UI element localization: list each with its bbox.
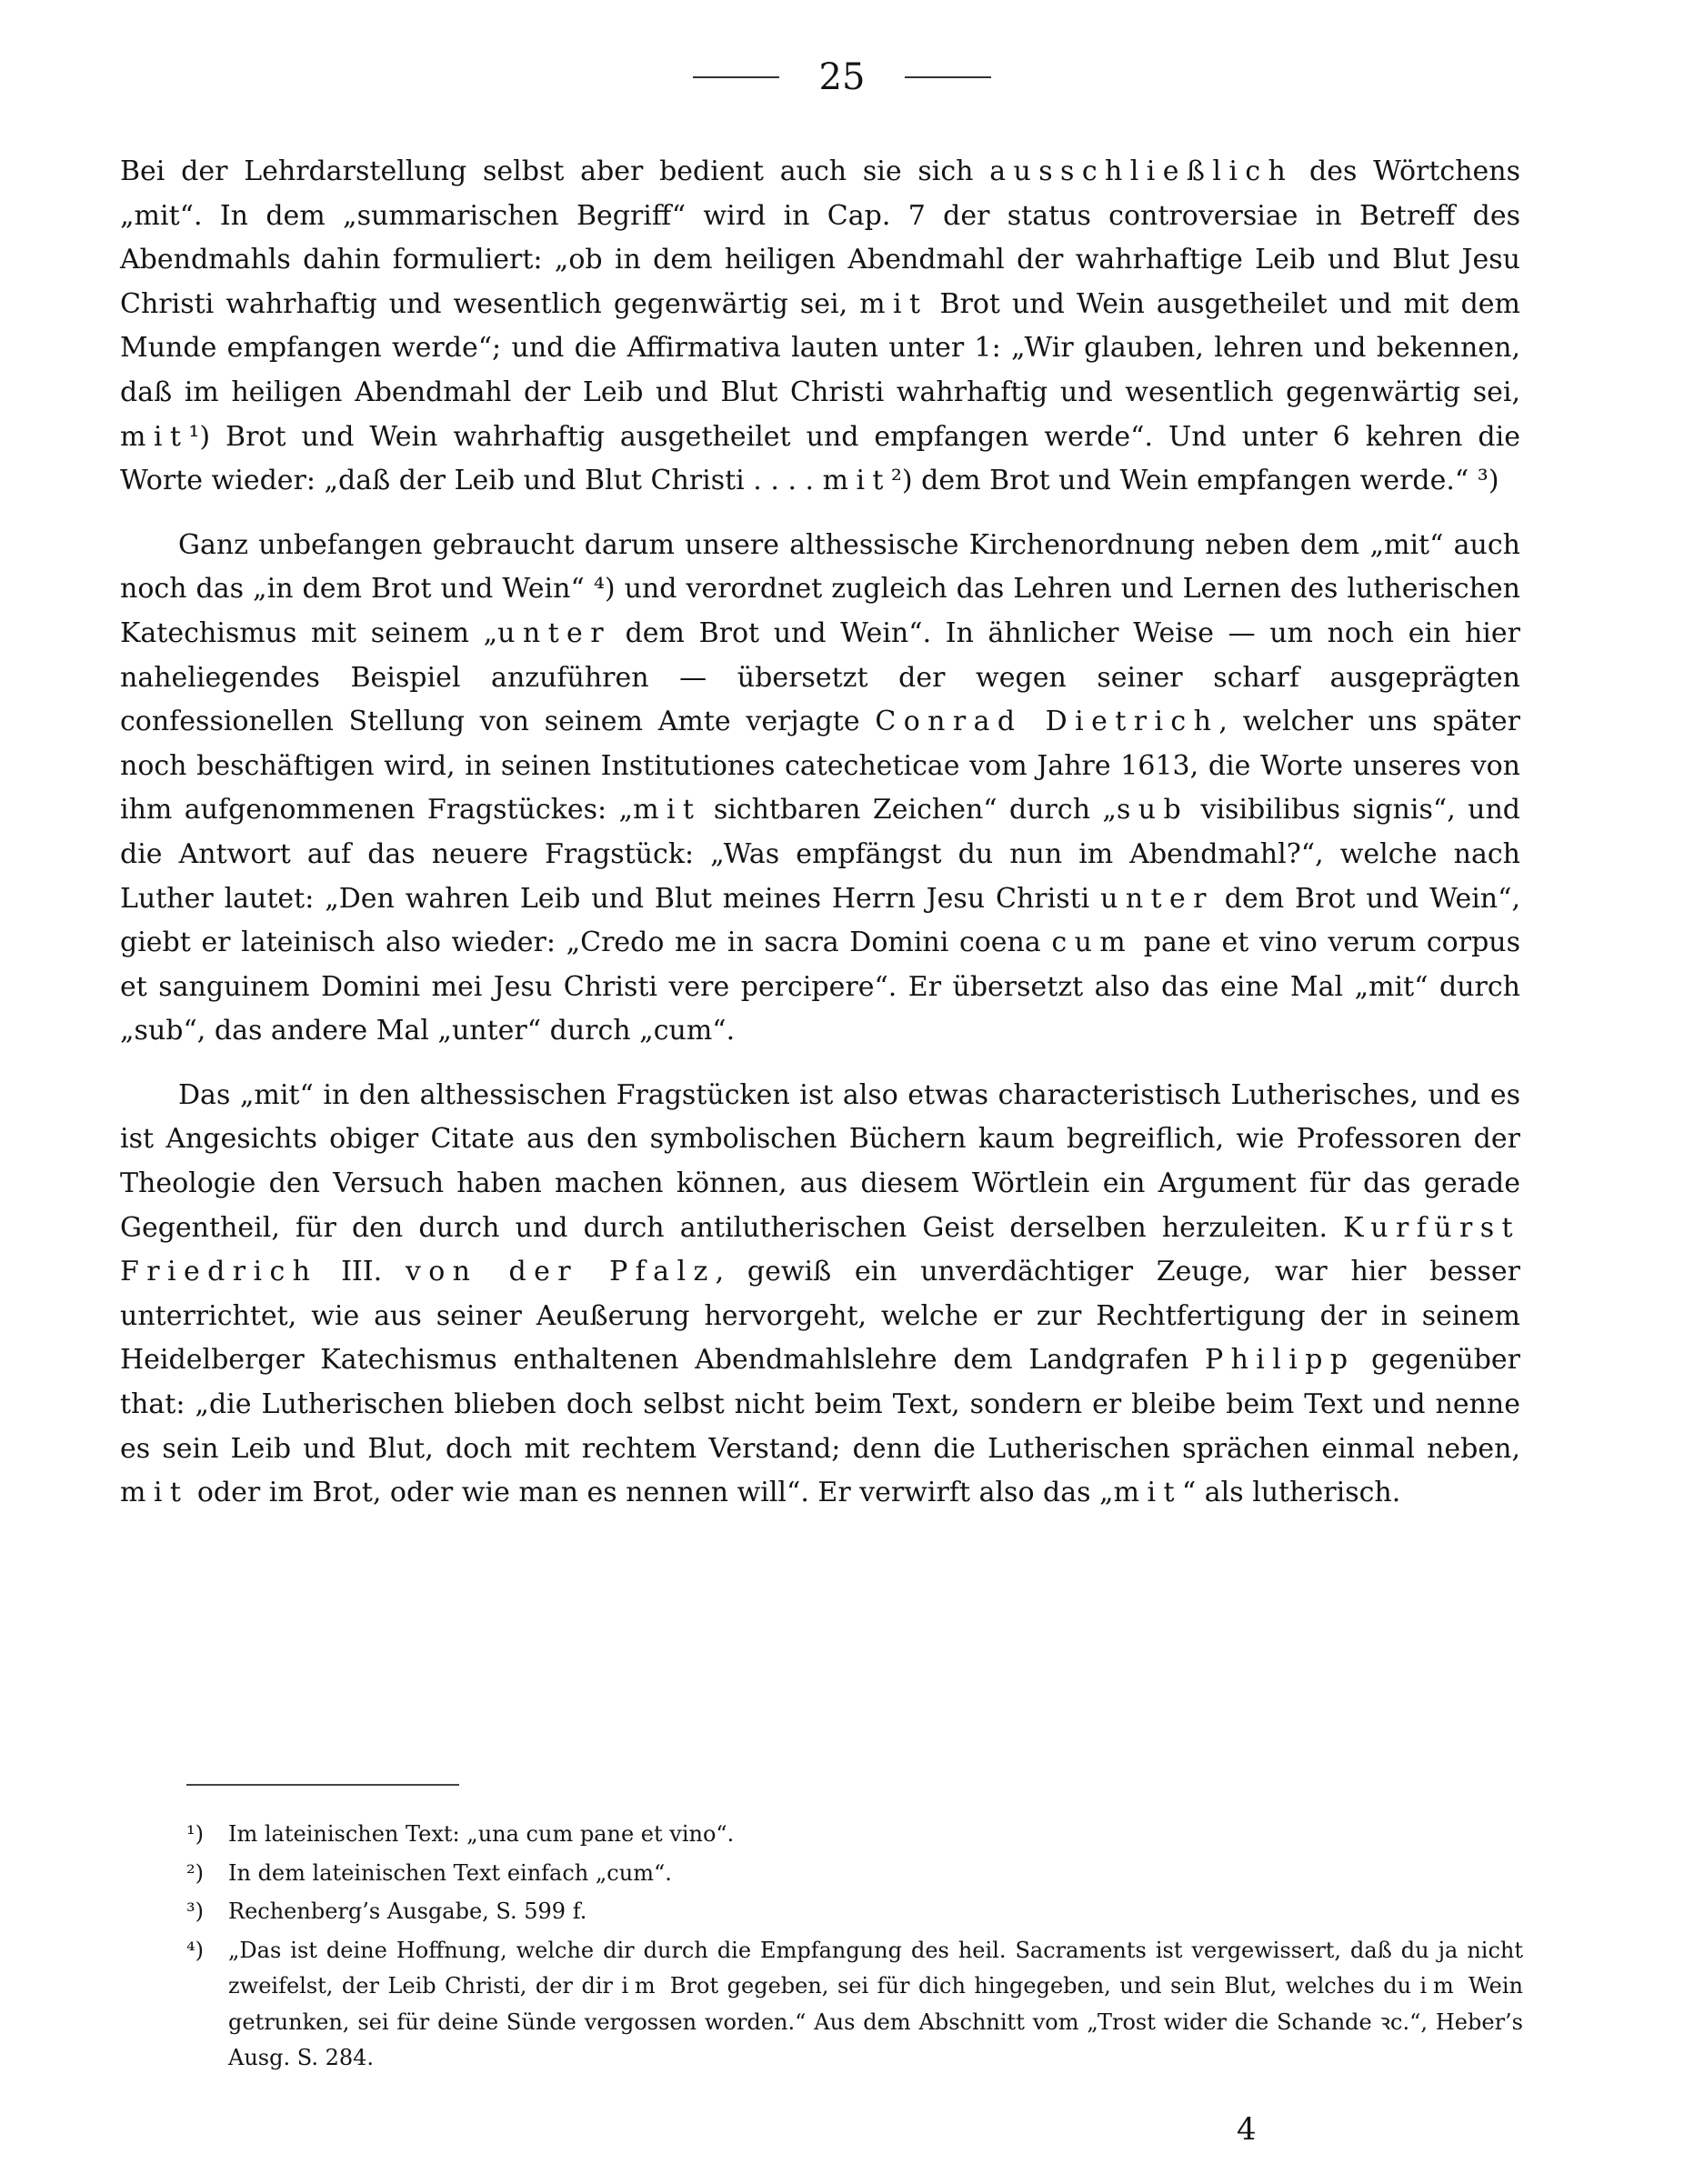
spaced-emphasis: mit [822, 465, 891, 497]
footnote-3 [186, 1894, 1523, 1930]
footnote-1 [186, 1817, 1523, 1853]
spaced-emphasis: mit [1113, 1477, 1182, 1509]
spaced-emphasis: cum [1051, 927, 1134, 959]
footnote-text: Rechenberg’s Ausgabe, S. 599 f. [228, 1898, 587, 1924]
header-rule-right [905, 76, 991, 78]
spaced-emphasis: unter [497, 616, 611, 649]
spaced-emphasis: im [1419, 1973, 1460, 1999]
footnote-4 [186, 1933, 1523, 2077]
spaced-emphasis: mit [633, 794, 702, 827]
footnote-text: „Das ist deine Hoffnung, welche dir durch die Empfangung des heil. Sacraments ist vergewissert, daß du ja nicht zweifelst, der Leib Christi, der dir im Brot gegeben, sei für dich hingegeben, und sein Blut, welches du im Wein getrunken, sei für deine Sünde vergossen worden.“ Aus dem Abschnitt vom „Trost wider die Schande ꝛc.“, Heber’s Ausg. S. 284. [228, 1937, 1523, 2070]
spaced-emphasis: mit [120, 1477, 189, 1509]
footnote-marker: ²) [186, 1859, 204, 1886]
page-header [0, 56, 1684, 98]
paragraph-2: Ganz unbefangen gebraucht darum unsere althessische Kirchenordnung neben dem „mit“ auch noch das „in dem Brot und Wein“ ⁴) und verordnet zugleich das Lehren und Lernen des lutherischen Katechismus mit seinem „unter dem Brot und Wein“. In ähnlicher Weise — um noch ein hier naheliegendes Beispiel anzuführen — übersetzt der wegen seiner scharf ausgeprägten confessionellen Stellung von seinem Amte verjagte Conrad Dietrich, welcher uns später noch beschäftigen wird, in seinen Institutiones catecheticae vom Jahre 1613, die Worte unseres von ihm aufgenommenen Fragstückes: „mit sichtbaren Zeichen“ durch „sub visibilibus signis“, und die Antwort auf das neuere Fragstück: „Was empfängst du nun im Abendmahl?“, welche nach Luther lautet: „Den wahren Leib und Blut meines Herrn Jesu Christi unter dem Brot und Wein“, giebt er lateinisch also wieder: „Credo me in sacra Domini coena cum pane et vino verum corpus et sanguinem Domini mei Jesu Christi vere percipere“. Er übersetzt also das eine Mal „mit“ durch „sub“, das andere Mal „unter“ durch „cum“. [120, 528, 1521, 1047]
spaced-emphasis: im [621, 1973, 662, 1999]
spaced-emphasis: Conrad Dietrich [875, 706, 1219, 738]
footnote-2 [186, 1856, 1523, 1892]
paragraph-1: Bei der Lehrdarstellung selbst aber bedient auch sie sich ausschließlich des Wörtchens „mit“. In dem „summarischen Begriff“ wird in Cap. 7 der status controversiae in Betreff des Abendmahls dahin formuliert: „ob in dem heiligen Abendmahl der wahrhaftige Leib und Blut Jesu Christi wahrhaftig und wesentlich gegenwärtig sei, mit Brot und Wein ausgetheilet und mit dem Munde empfangen werde“; und die Affirmativa lauten unter 1: „Wir glauben, lehren und bekennen, daß im heiligen Abendmahl der Leib und Blut Christi wahrhaftig und wesentlich gegenwärtig sei, mit¹) Brot und Wein wahrhaftig ausgetheilet und empfangen werde“. Und unter 6 kehren die Worte wieder: „daß der Leib und Blut Christi . . . . mit²) dem Brot und Wein empfangen werde.“ ³) [120, 155, 1521, 497]
spaced-emphasis: sub [1116, 794, 1189, 827]
spaced-emphasis: von der Pfalz [405, 1256, 716, 1288]
footnote-marker: ⁴) [186, 1937, 204, 1963]
spaced-emphasis: mit [120, 420, 189, 453]
page-number: 25 [818, 56, 866, 98]
spaced-emphasis: Kurfürst Friedrich [120, 1211, 1520, 1288]
paragraph-3: Das „mit“ in den althessischen Fragstücken ist also etwas characteristisch Lutherisches, und es ist Angesichts obiger Citate aus den symbolischen Büchern kaum begreiflich, wie Professoren der Theologie den Versuch haben machen können, aus diesem Wörtlein ein Argument für das gerade Gegentheil, für den durch und durch antilutherischen Geist derselben herzuleiten. Kurfürst Friedrich III. von der Pfalz, gewiß ein unverdächtiger Zeuge, war hier besser unterrichtet, wie aus seiner Aeußerung hervorgeht, welche er zur Rechtfertigung der in seinem Heidelberger Katechismus enthaltenen Abendmahlslehre dem Landgrafen Philipp gegenüber that: „die Lutherischen blieben doch selbst nicht beim Text, sondern er bleibe beim Text und nenne es sein Leib und Blut, doch mit rechtem Verstand; denn die Lutherischen sprächen einmal neben, mit oder im Brot, oder wie man es nennen will“. Er verwirft also das „mit“ als lutherisch. [120, 1078, 1520, 1509]
spaced-emphasis: Philipp [1204, 1344, 1356, 1377]
footnote-text: Im lateinischen Text: „una cum pane et vino“. [228, 1821, 735, 1847]
footnote-marker: ¹) [186, 1821, 204, 1847]
printer-signature: 4 [1237, 2111, 1257, 2148]
footnote-separator [186, 1784, 459, 1786]
spaced-emphasis: unter [1100, 882, 1214, 915]
header-rule-left [693, 76, 779, 78]
spaced-emphasis: ausschließlich [989, 155, 1294, 187]
footnote-marker: ³) [186, 1898, 204, 1924]
footnote-text: In dem lateinischen Text einfach „cum“. [228, 1859, 672, 1886]
footnotes [186, 1817, 1523, 2079]
spaced-emphasis: mit [859, 287, 928, 320]
body-text [120, 150, 1520, 1536]
